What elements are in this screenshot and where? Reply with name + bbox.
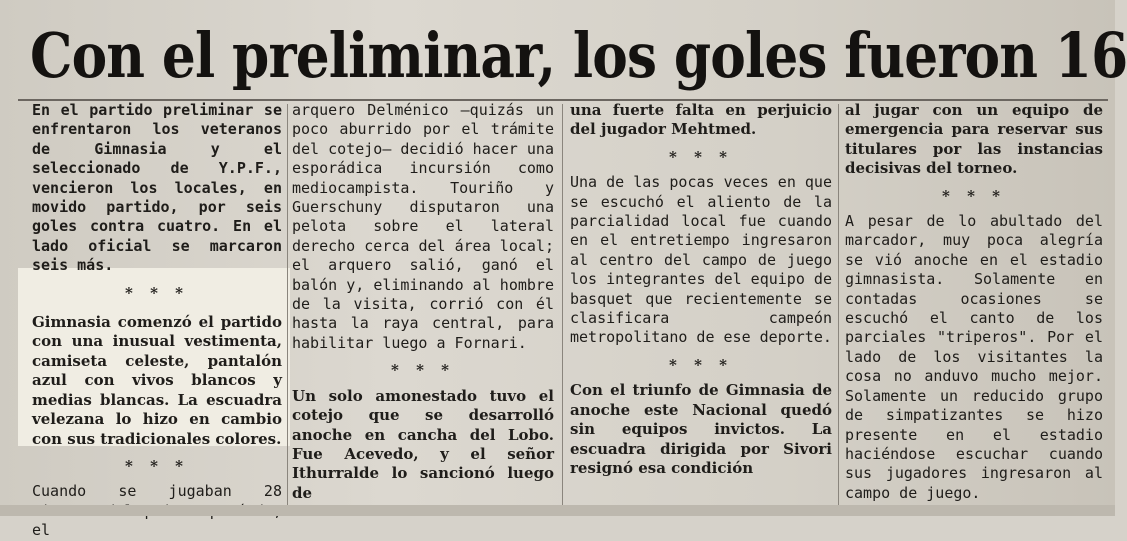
paragraph-arquero: arquero Delménico —quizás un poco aburrido por el trámite del cotejo— decidió hacer una esporádica incursión como mediocampista. Touriño y Guerschuny disputaron una pelota sobre el lateral derecho cerca del área local; el arquero salió, ganó el balón y, eliminando al hombre de la visita, corrió con él hasta la raya central, para habilitar luego a Fornari. (292, 101, 554, 352)
separator-stars: * * * (669, 147, 733, 166)
column-divider (562, 104, 563, 509)
paragraph-falta: una fuerte falta en perjuicio del jugador Mehtmed. (570, 101, 832, 139)
column-4 (845, 101, 1103, 511)
separator-stars: * * * (125, 283, 189, 302)
paragraph-emergencia: al jugar con un equipo de emergencia para reservar sus titulares por las instancias decisivas del torneo. (845, 101, 1103, 178)
separator-stars: * * * (942, 186, 1006, 205)
column-1 (32, 101, 282, 540)
paragraph-minutos: Cuando se jugaban 28 el (32, 482, 282, 540)
separator-stars: * * * (669, 355, 733, 374)
paragraph-vestimenta: Gimnasia comenzó el partido con una inusual vestimenta, camiseta celeste, pantalón azul con vivos blancos y medias blancas. La escuadra velezana lo hizo en cambio con sus tradicionales colores. (32, 313, 282, 448)
column-divider (838, 104, 839, 509)
column-3 (570, 101, 832, 501)
paragraph-amonestado: Un solo amonestado tuvo el cotejo que se desarrolló anoche en cancha del Lobo. Fue Acevedo, y el señor Ithurralde lo sancionó luego de (292, 386, 554, 502)
headline: Con el preliminar, los goles fueron 16 (30, 19, 1127, 92)
paragraph-alegria: A pesar de lo abultado del marcador, muy poca alegría se vió anoche en el estadio gimnasista. Solamente en contadas ocasiones se escuchó el canto de los parciales "triperos". Por el lado de los visitantes la cosa no anduvo mucho mejor. Solamente un reducido grupo de simpatizantes se hizo presente en el estadio haciéndose escuchar cuando sus jugadores ingresaron al campo de juego. (845, 212, 1103, 502)
column-2 (292, 101, 554, 501)
paragraph-preliminar: En el partido preliminar se enfrentaron los veteranos de Gimnasia y el seleccionado de Y.P.F., vencieron los locales, en movido partido, por seis goles contra cuatro. En el lado oficial se marcaron seis más. (32, 101, 282, 275)
separator-stars: * * * (391, 361, 455, 380)
bottom-edge (0, 505, 1115, 516)
separator-stars: * * * (125, 456, 189, 475)
column-divider (287, 104, 288, 509)
paragraph-aliento: Una de las pocas veces en que se escuchó el aliento de la parcialidad local fue cuando en el entretiempo ingresaron al centro del campo de juego los integrantes del equipo de basquet que recientemente se clasificara campeón metropolitano de ese deporte. (570, 173, 832, 347)
paragraph-triunfo: Con el triunfo de Gimnasia de anoche este Nacional quedó sin equipos invictos. La escuadra dirigida por Sivori resignó esa condición (570, 381, 832, 477)
